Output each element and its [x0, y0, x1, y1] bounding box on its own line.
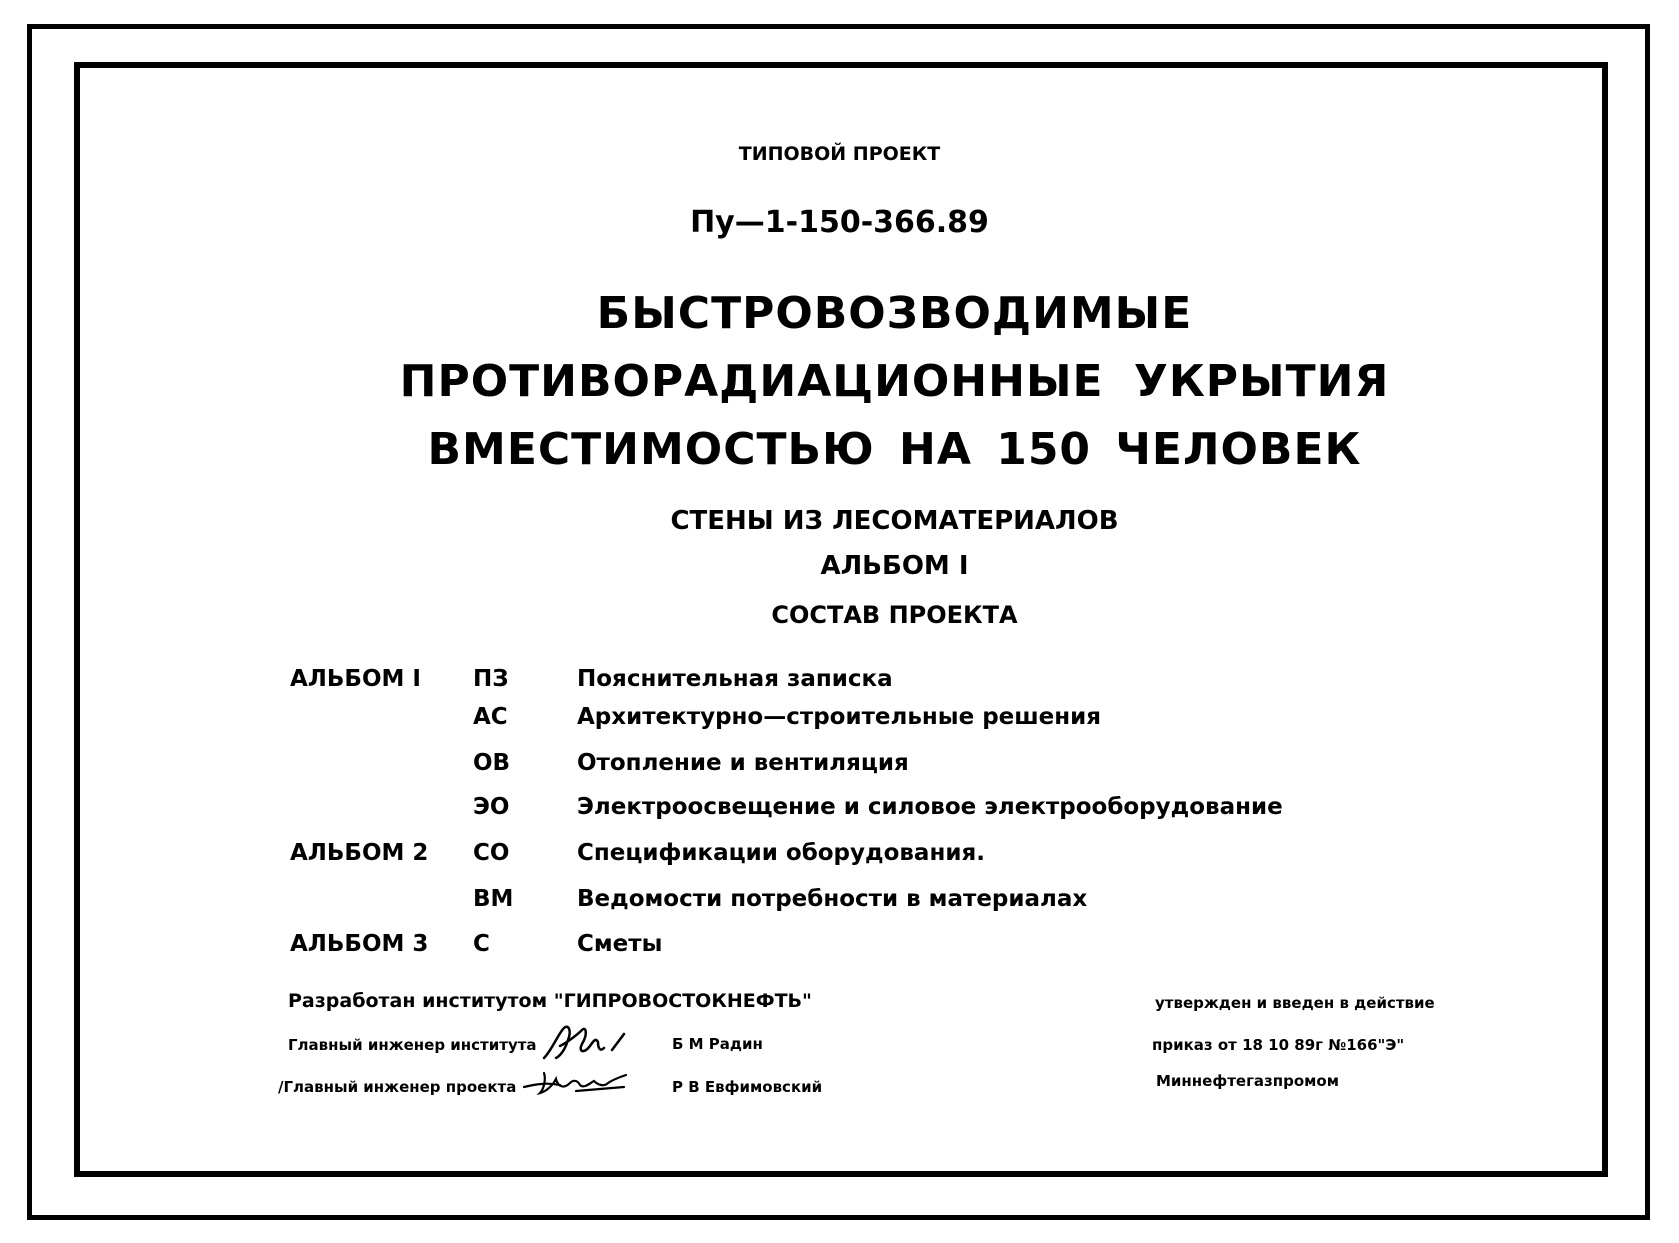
subtitle-walls: СТЕНЫ ИЗ ЛЕСОМАТЕРИАЛОВ [670, 506, 1119, 536]
contents-album: АЛЬБОМ 3 [290, 931, 429, 957]
contents-desc: Ведомости потребности в материалах [577, 886, 1088, 912]
developed-by: Разработан институтом "ГИПРОВОСТОКНЕФТЬ" [288, 990, 812, 1012]
title-line-1: БЫСТРОВОЗВОДИМЫЕ [596, 288, 1193, 339]
contents-desc: Архитектурно—строительные решения [577, 704, 1102, 730]
contents-code: АС [473, 704, 508, 730]
contents-desc: Спецификации оборудования. [577, 840, 985, 866]
contents-code: ОВ [473, 750, 511, 776]
title-line-2: ПРОТИВОРАДИАЦИОННЫЕ УКРЫТИЯ [399, 356, 1390, 407]
chief-engineer-project-label: /Главный инженер проекта [278, 1078, 517, 1096]
contents-code: С [473, 931, 490, 957]
contents-desc: Пояснительная записка [577, 666, 893, 692]
chief-engineer-project-name: Р В Евфимовский [672, 1078, 823, 1096]
contents-album: АЛЬБОМ I [290, 666, 421, 692]
contents-code: СО [473, 840, 510, 866]
contents-desc: Электроосвещение и силовое электрооборудование [577, 794, 1283, 820]
approved-text: утвержден и введен в действие [1155, 994, 1435, 1012]
contents-code: ЭО [473, 794, 510, 820]
contents-code: ПЗ [473, 666, 509, 692]
subtitle-composition: СОСТАВ ПРОЕКТА [771, 601, 1018, 629]
contents-desc: Сметы [577, 931, 663, 957]
project-code: Пу—1-150-366.89 [690, 205, 989, 240]
signature-radin [538, 1020, 638, 1064]
order-text: приказ от 18 10 89г №166"Э" [1152, 1036, 1405, 1054]
chief-engineer-institute-name: Б М Радин [672, 1035, 763, 1053]
chief-engineer-institute-label: Главный инженер института [288, 1036, 537, 1054]
ministry-text: Миннефтегазпромом [1156, 1072, 1339, 1090]
contents-desc: Отопление и вентиляция [577, 750, 909, 776]
title-line-3: ВМЕСТИМОСТЬЮ НА 150 ЧЕЛОВЕК [427, 424, 1362, 475]
contents-code: ВМ [473, 886, 514, 912]
contents-album: АЛЬБОМ 2 [290, 840, 429, 866]
subtitle-album: АЛЬБОМ I [820, 551, 969, 581]
signature-evfimovsky [520, 1065, 630, 1099]
type-label: ТИПОВОЙ ПРОЕКТ [738, 143, 941, 165]
